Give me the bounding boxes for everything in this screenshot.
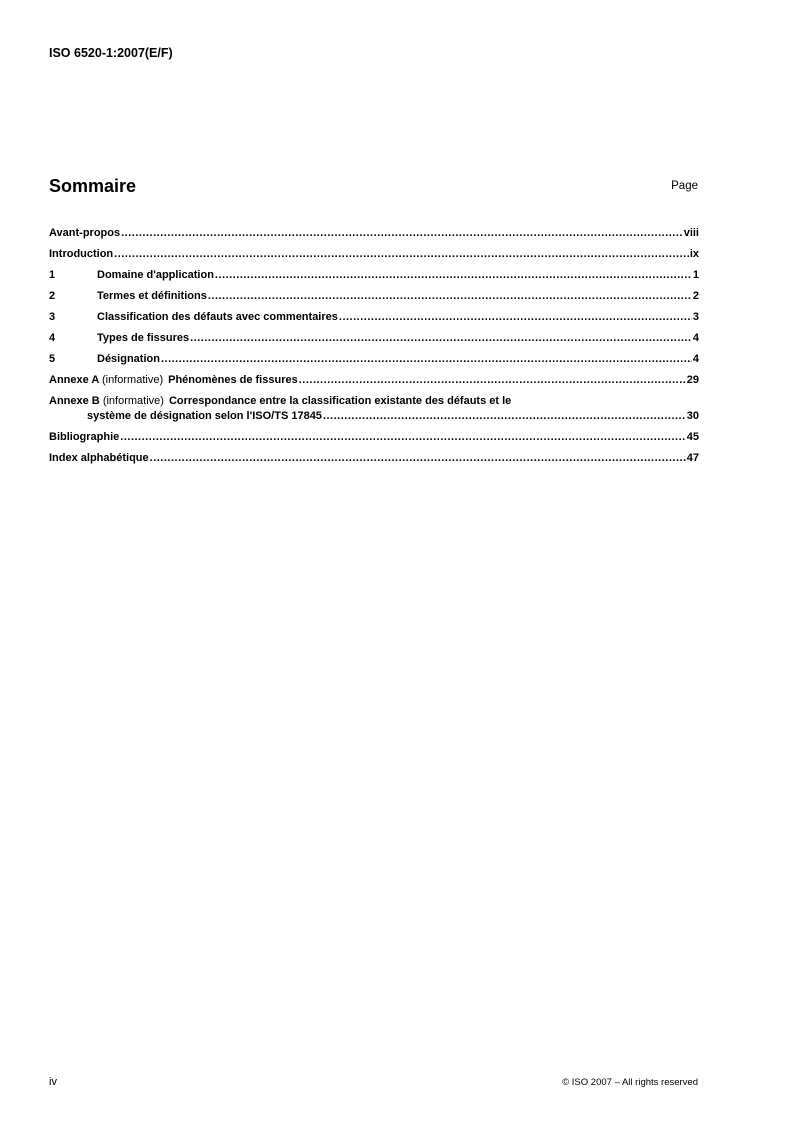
toc-dot-leader (215, 269, 692, 282)
toc-annex-kind: (informative) (101, 374, 164, 386)
toc-entry-title: Correspondance entre la classification existante des défauts et le (168, 395, 512, 407)
toc-entry-page: 2 (692, 290, 699, 302)
toc-entry-annex-a[interactable] (49, 374, 699, 395)
toc-entry-title: Introduction (49, 248, 114, 260)
toc-entry-page: 3 (692, 311, 699, 323)
document-id: ISO 6520-1:2007(E/F) (49, 46, 173, 60)
toc-entry-avant-propos[interactable] (49, 227, 699, 248)
toc-entry-page: ix (689, 248, 699, 260)
toc-entry-introduction[interactable] (49, 248, 699, 269)
toc-dot-leader (150, 452, 686, 465)
footer-copyright: © ISO 2007 – All rights reserved (562, 1077, 698, 1088)
toc-entry-title-continued: système de désignation selon l'ISO/TS 17845 (87, 410, 322, 422)
toc-entry-title: Désignation (97, 353, 160, 365)
toc-entry-page: 47 (686, 452, 699, 464)
toc-entry-section-1[interactable] (49, 269, 699, 290)
toc-entry-annex-b[interactable] (49, 395, 699, 431)
toc-entry-section-5[interactable] (49, 353, 699, 374)
toc-entry-number: 2 (49, 290, 56, 302)
toc-dot-leader (299, 374, 686, 387)
toc-entry-page: 4 (692, 353, 699, 365)
toc-entry-number: 4 (49, 332, 56, 344)
toc-dot-leader (339, 311, 692, 324)
toc-entry-page: 4 (692, 332, 699, 344)
toc-entry-page: 1 (692, 269, 699, 281)
toc-entry-page: viii (683, 227, 699, 239)
toc-entry-title: Phénomènes de fissures (168, 374, 298, 386)
toc-entry-number: 5 (49, 353, 56, 365)
toc-entry-title: Termes et définitions (97, 290, 207, 302)
toc-dot-leader (323, 410, 686, 423)
toc-annex-kind: (informative) (102, 395, 164, 407)
toc-entry-page: 30 (686, 410, 699, 422)
footer-page-number: iv (49, 1076, 57, 1088)
toc-entry-section-4[interactable] (49, 332, 699, 353)
toc-entry-section-2[interactable] (49, 290, 699, 311)
toc-entry-number: 3 (49, 311, 56, 323)
page-column-label: Page (671, 180, 698, 192)
toc-dot-leader (114, 248, 689, 261)
toc-entry-bibliographie[interactable] (49, 431, 699, 452)
toc-entry-title: Bibliographie (49, 431, 120, 443)
toc-dot-leader (190, 332, 692, 345)
toc-annex-label (49, 374, 163, 387)
toc-entry-page: 45 (686, 431, 699, 443)
toc-entry-title: Classification des défauts avec commentaires (97, 311, 338, 323)
toc-heading: Sommaire (49, 176, 137, 196)
toc-dot-leader (161, 353, 692, 366)
toc-dot-leader (208, 290, 692, 303)
table-of-contents (49, 227, 699, 473)
toc-annex-prefix: Annexe A (49, 374, 99, 386)
toc-entry-page: 29 (686, 374, 699, 386)
toc-dot-leader (121, 227, 683, 240)
toc-entry-title: Avant-propos (49, 227, 121, 239)
toc-entry-title: Domaine d'application (97, 269, 214, 281)
toc-dot-leader (120, 431, 685, 444)
toc-entry-title: Index alphabétique (49, 452, 149, 464)
toc-entry-section-3[interactable] (49, 311, 699, 332)
toc-annex-label (49, 395, 164, 408)
toc-entry-index[interactable] (49, 452, 699, 473)
toc-entry-title: Types de fissures (97, 332, 190, 344)
toc-annex-prefix: Annexe B (49, 395, 100, 407)
toc-entry-number: 1 (49, 269, 56, 281)
